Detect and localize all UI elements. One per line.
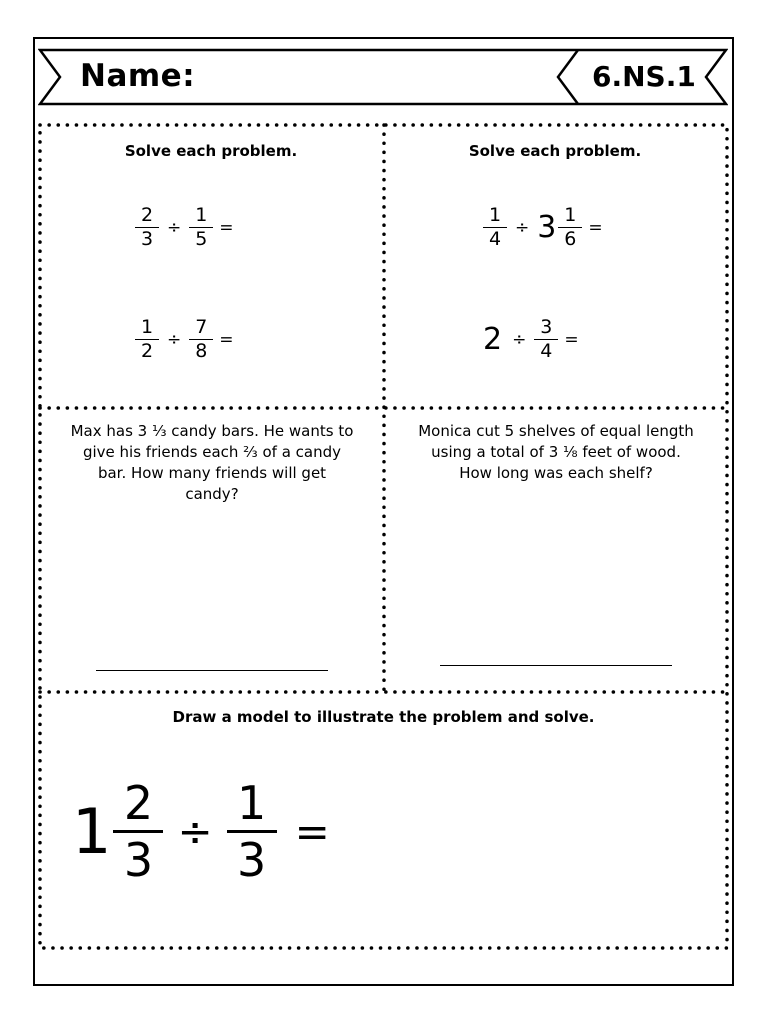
equals-sign: = (219, 329, 234, 350)
numerator: 1 (564, 204, 577, 226)
word-problem-max (45, 421, 379, 505)
numerator: 7 (195, 316, 208, 338)
word-problem-line: using a total of 3 ⅛ feet of wood. (431, 443, 681, 461)
word-problem-line: bar. How many friends will get (97, 464, 327, 482)
word-problem-line: Monica cut 5 shelves of equal length (418, 422, 694, 440)
bottom-problem (72, 776, 330, 887)
denominator: 6 (564, 228, 577, 250)
numerator: 2 (123, 776, 154, 830)
numerator: 1 (237, 776, 267, 830)
divide-sign: ÷ (167, 217, 182, 238)
denominator: 5 (195, 228, 208, 250)
standard-code: 6.NS.1 (592, 60, 696, 93)
denominator: 3 (123, 833, 154, 887)
divide-sign: ÷ (512, 329, 527, 350)
numerator: 1 (140, 316, 154, 338)
numerator: 1 (195, 204, 208, 226)
tl-problem-2 (135, 316, 234, 363)
divide-sign: ÷ (177, 807, 213, 856)
name-label: Name: (80, 58, 196, 94)
fraction (135, 316, 159, 363)
panel-tr-heading: Solve each problem. (468, 142, 642, 160)
word-problem-line: How long was each shelf? (459, 464, 653, 482)
fraction (135, 204, 159, 251)
equals-sign: = (588, 217, 603, 238)
divide-sign: ÷ (515, 217, 530, 238)
equals-sign: = (564, 329, 579, 350)
fraction (113, 776, 163, 887)
word-problem-monica (389, 421, 723, 484)
denominator: 2 (140, 340, 154, 362)
denominator: 3 (237, 833, 267, 887)
answer-line-right[interactable] (440, 665, 672, 666)
numerator: 2 (140, 204, 154, 226)
denominator: 4 (488, 228, 502, 250)
fraction (189, 316, 213, 363)
whole-number: 2 (483, 322, 503, 357)
word-problem-line: candy? (185, 485, 239, 503)
fraction (227, 776, 277, 887)
equals-sign: = (294, 807, 330, 856)
whole-number: 1 (72, 795, 112, 868)
fraction (189, 204, 213, 251)
denominator: 8 (195, 340, 208, 362)
numerator: 1 (488, 204, 502, 226)
denominator: 3 (140, 228, 154, 250)
equals-sign: = (219, 217, 234, 238)
denominator: 4 (540, 340, 553, 362)
word-problem-line: give his friends each ⅔ of a candy (82, 443, 342, 461)
panel-bottom-heading: Draw a model to illustrate the problem and solve. (172, 708, 595, 726)
answer-line-left[interactable] (96, 670, 328, 671)
numerator: 3 (540, 316, 553, 338)
tl-problem-1 (135, 204, 234, 251)
fraction (483, 204, 507, 251)
fraction (534, 316, 558, 363)
panel-tl-heading: Solve each problem. (124, 142, 298, 160)
word-problem-line: Max has 3 ⅓ candy bars. He wants to (70, 422, 354, 440)
whole-number: 3 (537, 210, 557, 245)
divide-sign: ÷ (167, 329, 182, 350)
tr-problem-1 (483, 204, 603, 251)
fraction (558, 204, 582, 251)
tr-problem-2 (483, 316, 579, 363)
